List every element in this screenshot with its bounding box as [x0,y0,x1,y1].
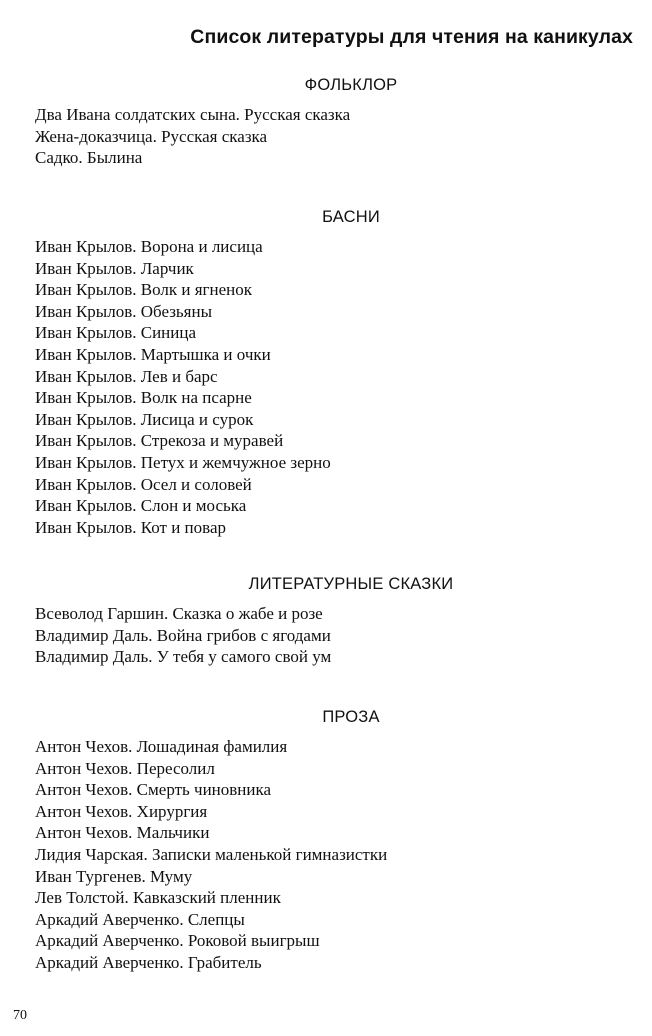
list-item: Иван Крылов. Синица [35,323,197,343]
list-item: Антон Чехов. Пересолил [35,758,215,778]
list-item: Лев Толстой. Кавказский пленник [35,888,281,908]
list-item: Лидия Чарская. Записки маленькой гимназистки [35,844,388,864]
list-item: Иван Крылов. Обезьяны [35,301,213,321]
list-item: Антон Чехов. Лошадиная фамилия [35,737,288,756]
list-item: Аркадий Аверченко. Грабитель [35,952,262,972]
list-item: Иван Крылов. Ларчик [35,258,194,278]
section-heading: ПРОЗА [322,708,380,726]
list-item: Два Ивана солдатских сына. Русская сказка [35,105,351,124]
book-list [0,603,652,668]
list-item: Антон Чехов. Мальчики [35,823,210,843]
section-heading: ЛИТЕРАТУРНЫЕ СКАЗКИ [248,575,454,593]
list-item: Аркадий Аверченко. Слепцы [35,909,245,929]
list-item: Иван Крылов. Мартышка и очки [35,344,271,364]
section-heading: ФОЛЬКЛОР [304,76,398,94]
list-item: Иван Крылов. Осел и соловей [35,474,252,494]
list-item: Владимир Даль. Война грибов с ягодами [35,625,331,645]
list-item: Жена-доказчица. Русская сказка [35,126,268,146]
list-item: Аркадий Аверченко. Роковой выигрыш [35,931,320,951]
book-list [0,104,652,169]
section-heading: БАСНИ [322,208,380,226]
page-number: 70 [13,1008,27,1023]
list-item: Антон Чехов. Смерть чиновника [35,780,272,800]
list-item: Садко. Былина [35,148,143,168]
list-item: Владимир Даль. У тебя у самого свой ум [35,647,332,667]
list-item: Антон Чехов. Хирургия [35,801,208,821]
list-item: Иван Крылов. Кот и повар [35,517,226,537]
section-folklore [0,75,652,169]
list-item: Иван Крылов. Петух и жемчужное зерно [35,452,331,472]
page-title: Список литературы для чтения на каникулах [190,26,633,49]
list-item: Иван Тургенев. Муму [35,866,193,886]
list-item: Иван Крылов. Стрекоза и муравей [35,431,284,451]
section-prose [0,707,652,974]
book-list [0,736,652,974]
list-item: Иван Крылов. Лисица и сурок [35,409,254,429]
list-item: Иван Крылов. Лев и барс [35,366,218,386]
book-list [0,236,652,538]
list-item: Иван Крылов. Волк на псарне [35,388,252,408]
section-fables [0,207,652,538]
list-item: Иван Крылов. Ворона и лисица [35,237,263,256]
list-item: Иван Крылов. Слон и моська [35,496,247,516]
list-item: Всеволод Гаршин. Сказка о жабе и розе [35,604,323,623]
list-item: Иван Крылов. Волк и ягненок [35,280,252,300]
section-literary-tales [0,574,652,668]
